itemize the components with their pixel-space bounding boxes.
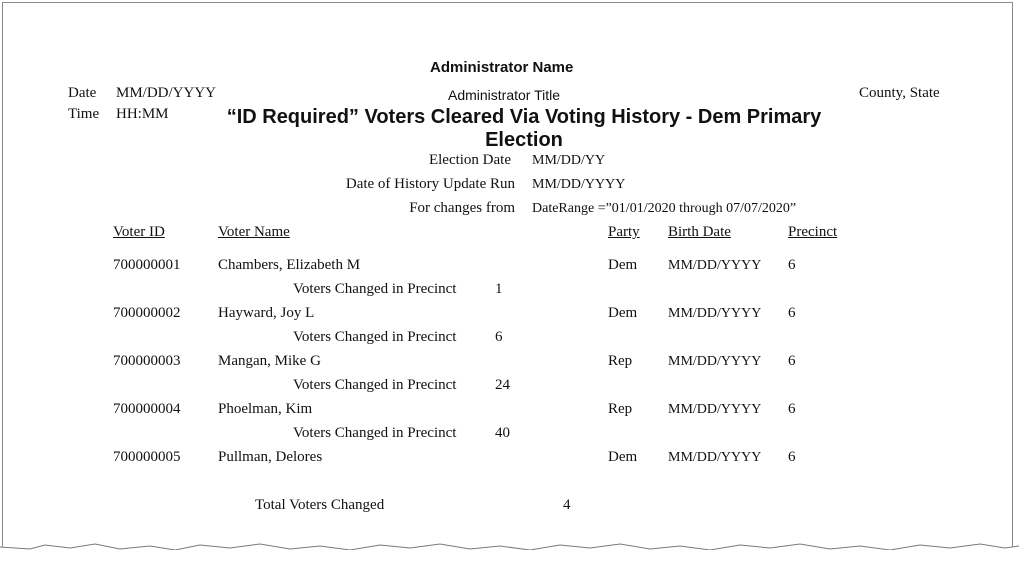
election-date-value: MM/DD/YY — [532, 153, 606, 168]
col-header-party: Party — [608, 224, 640, 240]
party: Dem — [608, 257, 638, 273]
report-title-line-2: Election — [485, 129, 563, 151]
birth-date: MM/DD/YYYY — [668, 306, 762, 321]
party: Rep — [608, 401, 633, 417]
precinct: 6 — [788, 305, 796, 321]
report-title — [213, 106, 835, 152]
voter-name: Mangan, Mike G — [218, 353, 321, 369]
date-value: MM/DD/YYYY — [116, 85, 217, 101]
voter-id: 700000002 — [113, 305, 181, 321]
administrator-title: Administrator Title — [448, 87, 561, 103]
birth-date: MM/DD/YYYY — [668, 258, 762, 273]
page-bottom-fill — [0, 550, 1019, 564]
election-date-label: Election Date — [428, 152, 511, 168]
subtotal-label: Voters Changed in Precinct — [293, 281, 457, 297]
col-header-birth-date: Birth Date — [668, 224, 731, 240]
time-label: Time — [68, 106, 100, 122]
precinct: 6 — [788, 257, 796, 273]
voter-id: 700000005 — [113, 449, 181, 465]
party: Rep — [608, 353, 633, 369]
birth-date: MM/DD/YYYY — [668, 402, 762, 417]
voter-name: Phoelman, Kim — [218, 401, 313, 417]
subtotal-value: 6 — [495, 329, 503, 345]
changes-from-value: DateRange =”01/01/2020 through 07/07/2020” — [532, 201, 797, 216]
birth-date: MM/DD/YYYY — [668, 354, 762, 369]
col-header-voter-id: Voter ID — [113, 224, 165, 240]
subtotal-value: 24 — [495, 377, 510, 393]
total-voters-value: 4 — [563, 497, 571, 513]
party: Dem — [608, 449, 638, 465]
report-title-line-1: “ID Required” Voters Cleared Via Voting History - Dem Primary — [226, 106, 822, 128]
voter-name: Hayward, Joy L — [218, 305, 315, 321]
voter-id: 700000001 — [113, 257, 181, 273]
time-value: HH:MM — [116, 106, 169, 122]
voter-name: Chambers, Elizabeth M — [218, 257, 361, 273]
subtotal-label: Voters Changed in Precinct — [293, 377, 457, 393]
party: Dem — [608, 305, 638, 321]
precinct: 6 — [788, 449, 796, 465]
changes-from-label: For changes from — [409, 200, 515, 216]
subtotal-label: Voters Changed in Precinct — [293, 425, 457, 441]
subtotal-value: 1 — [495, 281, 503, 297]
voter-name: Pullman, Delores — [218, 449, 323, 465]
administrator-name: Administrator Name — [430, 59, 574, 76]
subtotal-value: 40 — [495, 425, 510, 441]
history-update-value: MM/DD/YYYY — [532, 177, 626, 192]
voter-id: 700000004 — [113, 401, 181, 417]
col-header-voter-name: Voter Name — [218, 224, 290, 240]
precinct: 6 — [788, 401, 796, 417]
col-header-precinct: Precinct — [788, 224, 838, 240]
precinct: 6 — [788, 353, 796, 369]
date-label: Date — [68, 85, 97, 101]
history-update-label: Date of History Update Run — [345, 176, 515, 192]
voter-id: 700000003 — [113, 353, 181, 369]
report-page — [2, 2, 1013, 562]
total-voters-label: Total Voters Changed — [255, 497, 385, 513]
subtotal-label: Voters Changed in Precinct — [293, 329, 457, 345]
birth-date: MM/DD/YYYY — [668, 450, 762, 465]
county-state: County, State — [859, 85, 940, 101]
